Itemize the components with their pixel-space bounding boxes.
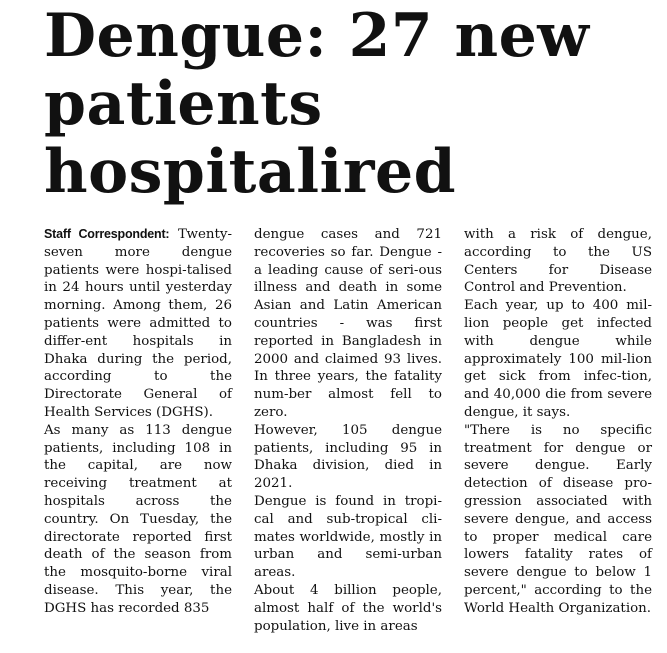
article-column-1	[44, 226, 232, 618]
headline-line-2: patients	[44, 69, 323, 139]
paragraph	[44, 226, 232, 422]
paragraph: dengue cases and 721 recoveries so far. Dengue - a leading cause of seri-ous illness and death in some Asian and Latin American countries - was first reported in Bangladesh in 2000 and claimed 93 lives. In three years, the fatality num-ber almost fell to zero.	[254, 227, 442, 420]
article-column-2	[254, 226, 442, 635]
paragraph-text: Twenty-seven more dengue patients were hospi-talised in 24 hours until yesterday morning. Among them, 26 patients were admitted to differ-ent hospitals in Dhaka during the period, according to the Directorate General of Health Services (DGHS).	[44, 227, 232, 420]
paragraph: However, 105 dengue patients, including 95 in Dhaka division, died in 2021.	[254, 422, 442, 492]
headline-line-1: Dengue: 27 new	[44, 1, 590, 71]
paragraph: "There is no specific treatment for dengue or severe dengue. Early detection of disease pro-gression associated with severe dengue, and access to proper medical care lowers fatality rates of severe dengue to below 1 percent," according to the World Health Organization.	[464, 422, 652, 616]
article-body	[44, 226, 654, 648]
headline	[44, 2, 664, 206]
article-column-3	[464, 226, 652, 618]
paragraph: Each year, up to 400 mil-lion people get infected with dengue while approximately 100 mil-lion get sick from infec-tion, and 40,000 die from severe dengue, it says.	[464, 298, 652, 420]
paragraph: About 4 billion people, almost half of the world's population, live in areas	[254, 582, 442, 634]
paragraph: with a risk of dengue, according to the US Centers for Disease Control and Prevention.	[464, 227, 652, 296]
paragraph: Dengue is found in tropi-cal and sub-tropical cli-mates worldwide, mostly in urban and semi-urban areas.	[254, 493, 442, 581]
headline-line-3: hospitalired	[44, 137, 457, 207]
paragraph: As many as 113 dengue patients, including 108 in the capital, are now receiving treatment at hospitals across the country. On Tuesday, the directorate reported first death of the season from the mosquito-borne viral disease. This year, the DGHS has recorded 835	[44, 422, 232, 616]
byline: Staff Correspondent:	[44, 227, 170, 241]
